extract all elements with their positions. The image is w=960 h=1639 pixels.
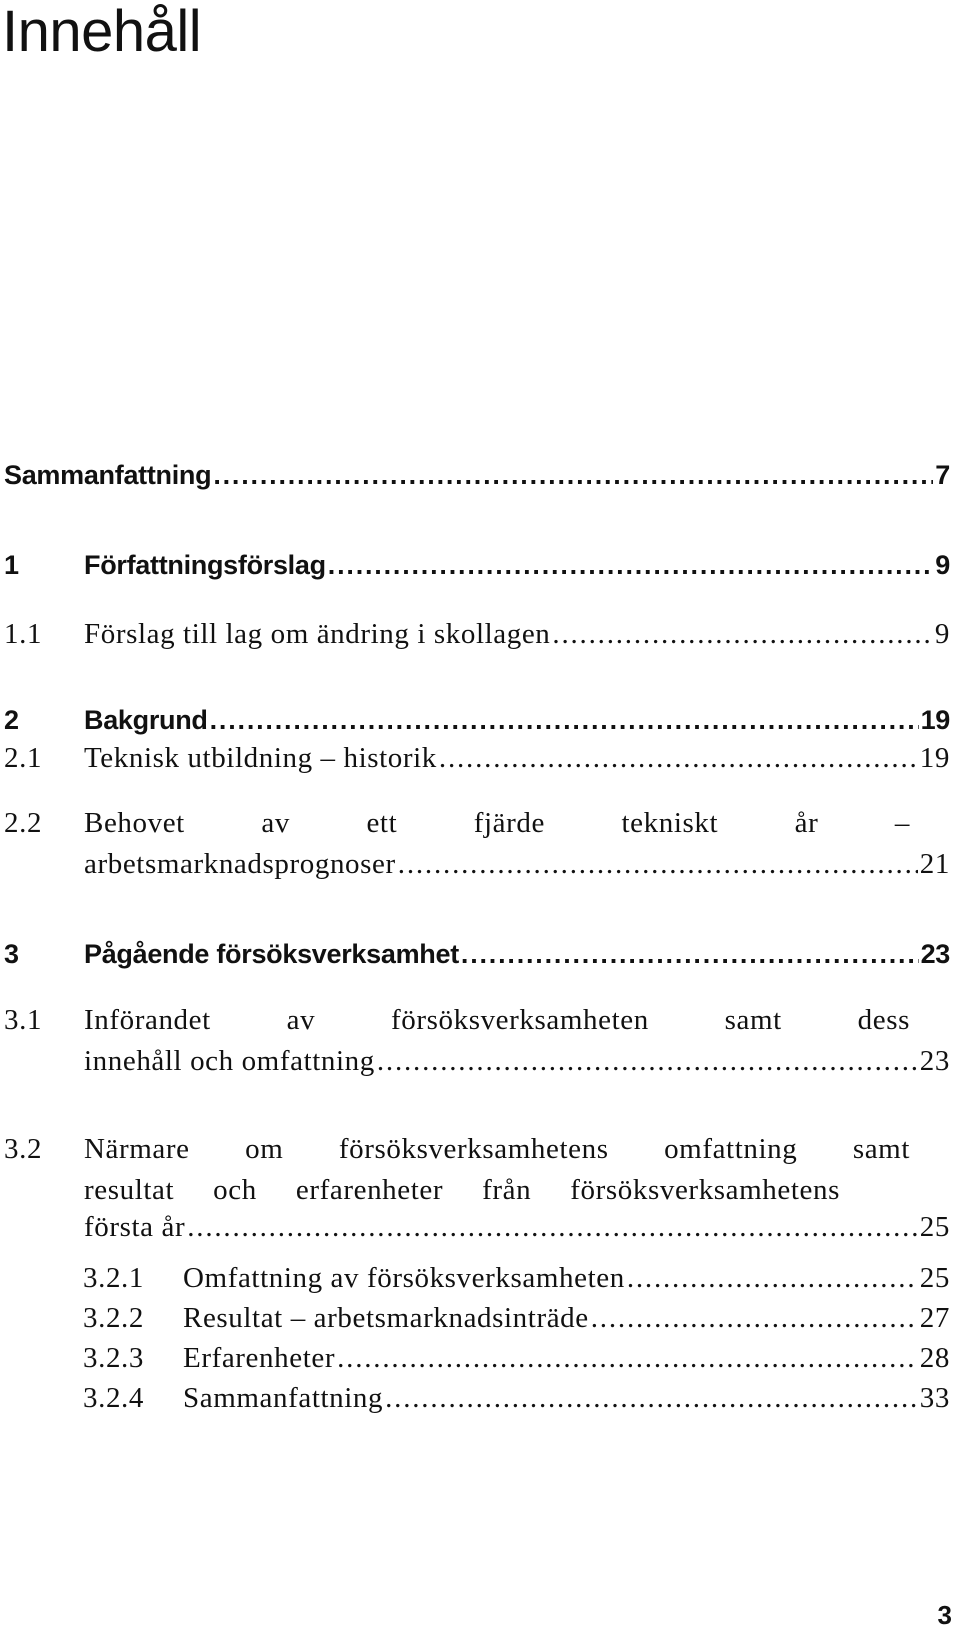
toc-entry-section-3-2[interactable]	[4, 1133, 950, 1244]
toc-entry-section-3-2-1[interactable]	[83, 1262, 950, 1295]
toc-entry-text-line2: resultat och erfarenheter från försöksverksamhetens	[84, 1174, 840, 1206]
toc-entry-text-line1: Närmare om försöksverksamhetens omfattning samt	[84, 1133, 910, 1165]
toc-entry-number: 3.2.4	[83, 1382, 144, 1414]
toc-leader	[398, 848, 918, 881]
toc-page-number: 21	[919, 848, 950, 880]
toc-entry-text: Bakgrund	[84, 705, 208, 735]
toc-entry-section-1-1[interactable]	[4, 618, 950, 651]
toc-entry-number: 1	[4, 550, 19, 580]
toc-page-number: 25	[919, 1262, 950, 1294]
toc-entry-section-3-2-4[interactable]	[83, 1382, 950, 1415]
toc-entry-section-2-1[interactable]	[4, 742, 950, 775]
toc-page-number: 9	[934, 618, 950, 650]
toc-leader	[337, 1342, 918, 1375]
toc-entry-number: 3.2.2	[83, 1302, 144, 1334]
toc-entry-number: 3.2.1	[83, 1262, 144, 1294]
toc-entry-number: 2	[4, 705, 19, 735]
toc-page-number: 9	[935, 550, 950, 580]
toc-leader	[439, 742, 918, 775]
toc-entry-text-line1: Införandet av försöksverksamheten samt dess	[84, 1004, 910, 1036]
toc-entry-section-3-1[interactable]	[4, 1004, 950, 1078]
toc-leader	[187, 1211, 918, 1244]
toc-page-number: 23	[920, 939, 950, 969]
page-number: 3	[937, 1600, 952, 1630]
toc-entry-chapter-3[interactable]	[4, 939, 950, 970]
toc-entry-text-line1: Behovet av ett fjärde tekniskt år –	[84, 807, 910, 839]
toc-page-number: 33	[919, 1382, 950, 1414]
toc-entry-number: 3.2	[4, 1133, 43, 1165]
toc-entry-text: Författningsförslag	[84, 550, 326, 580]
toc-entry-number: 3.2.3	[83, 1342, 144, 1374]
toc-entry-text-line2: arbetsmarknadsprognoser	[84, 848, 396, 880]
toc-entry-chapter-1[interactable]	[4, 550, 950, 581]
toc-entry-text: Sammanfattning	[183, 1382, 384, 1414]
toc-entry-text: Teknisk utbildning – historik	[84, 742, 437, 774]
toc-leader	[627, 1262, 918, 1295]
toc-entry-text: Sammanfattning	[4, 460, 212, 490]
toc-page-number: 25	[919, 1211, 950, 1243]
toc-entry-number: 1.1	[4, 618, 43, 650]
toc-leader	[377, 1045, 918, 1078]
toc-page-number: 19	[920, 705, 950, 735]
toc-page-number: 27	[919, 1302, 950, 1334]
toc-leader	[213, 460, 933, 491]
toc-page-number: 7	[935, 460, 950, 490]
toc-leader	[385, 1382, 918, 1415]
toc-entry-text: Erfarenheter	[183, 1342, 336, 1374]
toc-entry-number: 2.1	[4, 742, 43, 774]
toc-entry-section-3-2-2[interactable]	[83, 1302, 950, 1335]
toc-entry-text: Pågående försöksverksamhet	[84, 939, 459, 969]
toc-page-number: 28	[919, 1342, 950, 1374]
toc-entry-sammanfattning[interactable]	[4, 460, 950, 491]
toc-entry-chapter-2[interactable]	[4, 705, 950, 736]
toc-entry-text-line2: innehåll och omfattning	[84, 1045, 375, 1077]
toc-entry-text-line3: första år	[84, 1211, 186, 1243]
toc-entry-number: 3	[4, 939, 19, 969]
page-title: Innehåll	[2, 0, 202, 64]
toc-page-number: 23	[919, 1045, 950, 1077]
toc-entry-text: Resultat – arbetsmarknadsinträde	[183, 1302, 589, 1334]
toc-entry-section-2-2[interactable]	[4, 807, 950, 881]
toc-page-number: 19	[919, 742, 950, 774]
toc-leader	[552, 618, 932, 651]
toc-entry-section-3-2-3[interactable]	[83, 1342, 950, 1375]
toc-entry-number: 3.1	[4, 1004, 43, 1036]
toc-entry-text: Förslag till lag om ändring i skollagen	[84, 618, 551, 650]
toc-leader	[591, 1302, 918, 1335]
toc-leader	[210, 705, 919, 736]
toc-leader	[328, 550, 933, 581]
toc-leader	[461, 939, 919, 970]
toc-entry-text: Omfattning av försöksverksamheten	[183, 1262, 625, 1294]
toc-entry-number: 2.2	[4, 807, 43, 839]
